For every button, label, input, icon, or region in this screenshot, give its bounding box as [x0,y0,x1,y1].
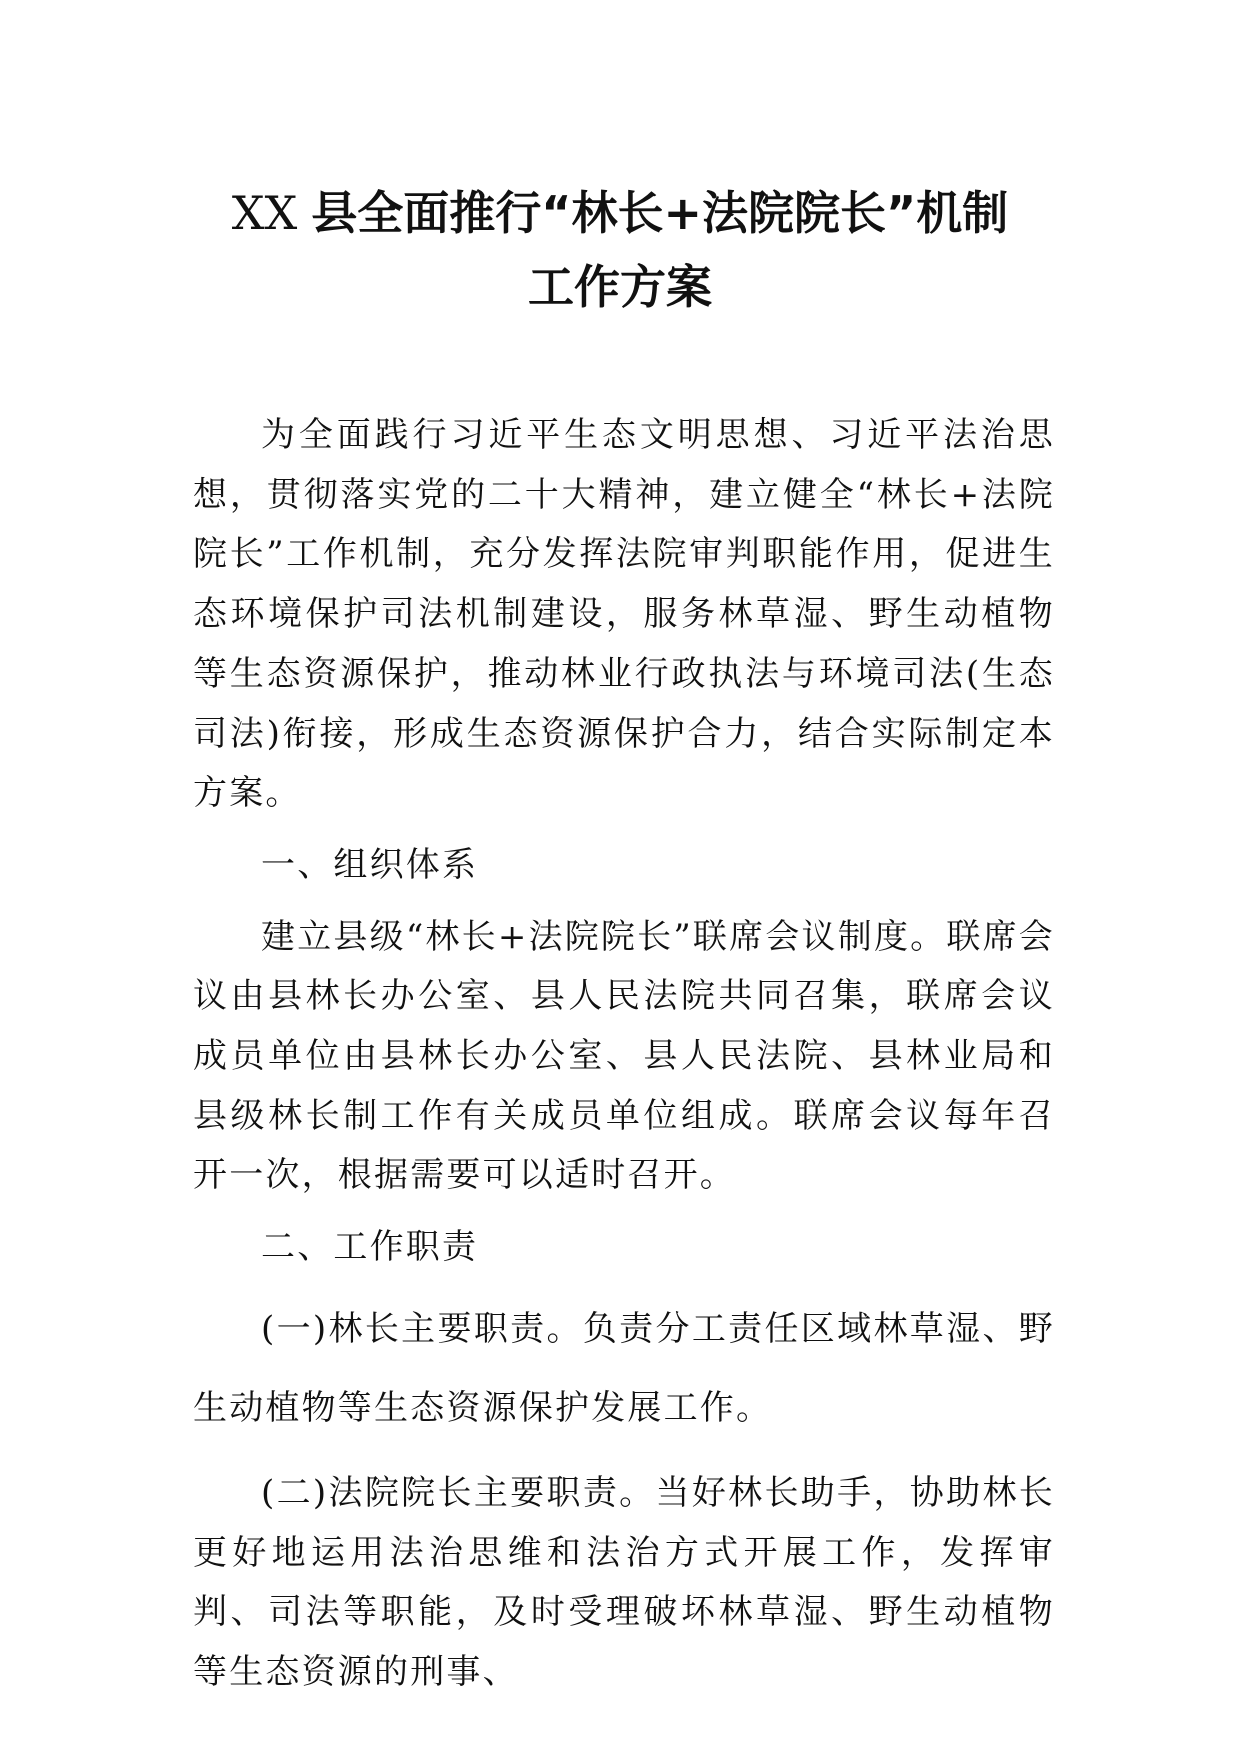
document-title [170,176,1070,324]
organization-paragraph: 建立县级“林长+法院院长”联席会议制度。联席会议由县林长办公室、县人民法院共同召集，联席会议成员单位由县林长办公室、县人民法院、县林业局和县级林长制工作有关成员单位组成。联席会议每年召开一次，根据需要可以适时召开。 [193,916,1055,1196]
section-heading-organization: 一、组织体系 [261,844,479,885]
section-heading-duties: 二、工作职责 [261,1227,479,1268]
forest-chief-duties-paragraph: (一)林长主要职责。负责分工责任区域林草湿、野生动植物等生态资源保护发展工作。 [193,1308,1055,1428]
document-body [193,406,1055,1703]
intro-paragraph: 为全面践行习近平生态文明思想、习近平法治思想，贯彻落实党的二十大精神，建立健全“林长+法院院长”工作机制，充分发挥法院审判职能作用，促进生态环境保护司法机制建设，服务林草湿、野生动植物等生态资源保护，推动林业行政执法与环境司法(生态司法)衔接，形成生态资源保护合力，结合实际制定本方案。 [193,415,1055,814]
title-line-2: 工作方案 [528,260,712,314]
court-president-duties-paragraph: (二)法院院长主要职责。当好林长助手，协助林长更好地运用法治思维和法治方式开展工作，发挥审判、司法等职能，及时受理破坏林草湿、野生动植物等生态资源的刑事、 [193,1472,1055,1692]
title-prefix: XX [231,186,298,240]
title-line-1 [170,176,1070,250]
title-main: 县全面推行“林长+法院院长”机制 [311,186,1009,240]
